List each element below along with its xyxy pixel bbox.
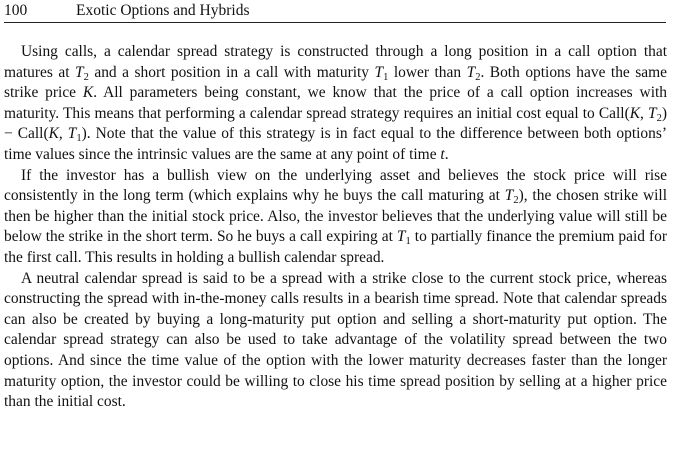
paragraph-1-text: and a short position in a call with maturity [88, 63, 375, 81]
running-header [4, 0, 666, 23]
math-k: K [48, 125, 59, 143]
math-t2: $T_2$ [75, 63, 89, 83]
paragraph-1-text: ) − Call( [4, 104, 668, 143]
paragraph-3: A neutral calendar spread is said to be a spread with a strike close to the current stock price, whereas constructing the spread with in-the-money calls results in a bearish time spread. Note that calendar spreads can also be created by buying a long-maturity put option and selling a short-maturity put option. The calendar spread strategy can also be used to take advantage of the volatility spread between the two options. And since the time value of the option with the lower maturity decreases faster than the longer maturity option, the investor could be willing to close his time spread position by selling at a higher price than the initial cost. [4, 269, 667, 411]
body-text [4, 42, 667, 413]
paragraph-2-text: to partially finance the premium paid for the first call. This results in holding a bullish calendar spread. [4, 228, 667, 266]
math-comma: , [58, 125, 68, 143]
running-title: Exotic Options and Hybrids [76, 2, 250, 19]
paragraph-1-text: . Both options have the same strike price [4, 63, 667, 102]
paragraph-1-text: . All parameters being constant, we know that the price of a call option increases with maturity. This means that performing a calendar spread strategy requires an initial cost equal to Call( [4, 84, 667, 122]
paragraph-1-text: ). Note that the value of this strategy is in fact equal to the difference between both options’ time values since the intrinsic values are the same at any point of time [4, 125, 668, 163]
math-t1: $T_1$ [374, 63, 389, 83]
paragraph-1-text: Using calls, a calendar spread strategy is constructed through a long position in a call option that matures at [4, 43, 667, 81]
paragraph-2 [4, 166, 667, 269]
paragraph-1-text: . [444, 145, 449, 163]
math-k: K [82, 84, 94, 102]
math-comma: , [640, 104, 649, 122]
math-t2: $T_2$ [648, 104, 662, 124]
paragraph-1 [4, 42, 667, 166]
paragraph-1-text: lower than [388, 63, 467, 81]
paragraph-2-text: If the investor has a bullish view on the underlying asset and believes the stock price will rise consistently in the long term (which explains why he buys the call maturing at [4, 166, 667, 205]
math-t1: $T_1$ [67, 125, 82, 145]
math-t2: $T_2$ [504, 187, 519, 207]
math-k: K [629, 104, 641, 122]
page-number: 100 [4, 2, 28, 19]
math-t1: $T_1$ [396, 228, 411, 248]
paragraph-2-text: ), the chosen strike will then be higher than the initial stock price. Also, the investor believes that the underlying value will still be below the strike in the short term. So he buys a call expiring at [4, 187, 667, 246]
math-t: t [440, 145, 445, 163]
math-t2: $T_2$ [466, 63, 481, 83]
